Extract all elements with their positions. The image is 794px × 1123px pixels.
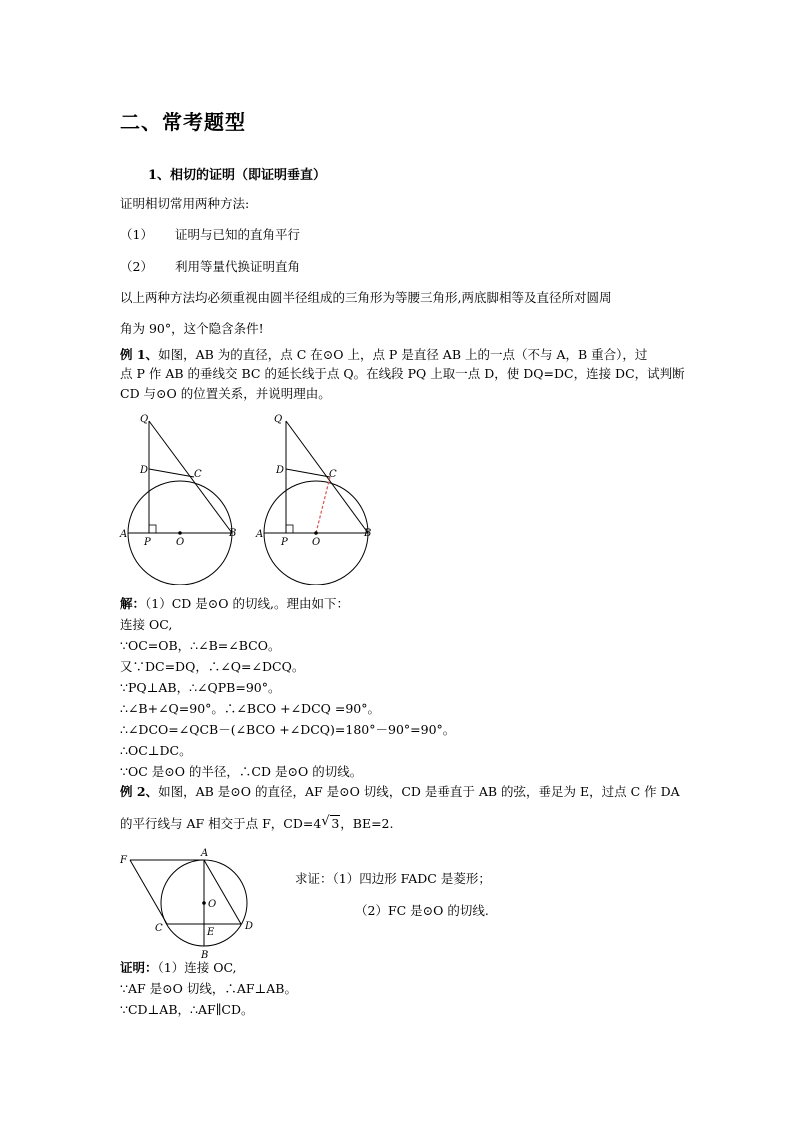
- proof-2-line-2: ∵CD⊥AB，∴AF∥CD。: [120, 1002, 254, 1017]
- figure-1-right: [252, 405, 392, 585]
- center-point: [202, 901, 206, 905]
- figure-2: [112, 845, 272, 963]
- method-2-number: （2）: [120, 259, 153, 274]
- label-b: B: [364, 528, 372, 539]
- solution-1-line-8: ∵OC 是⊙O 的半径，∴CD 是⊙O 的切线。: [120, 764, 363, 779]
- label-a: A: [256, 529, 264, 540]
- label-d: D: [245, 921, 254, 932]
- label-p: P: [144, 537, 151, 548]
- note-line-2: 角为 90°，这个隐含条件!: [120, 321, 264, 336]
- center-point: [314, 531, 318, 535]
- label-c: C: [155, 923, 163, 934]
- example-2-line-2-post: ，BE=2.: [340, 816, 394, 831]
- line-qb: [149, 421, 232, 533]
- example-2-text: 如图，AB 是⊙O 的直径，AF 是⊙O 切线，CD 是垂直于 AB 的弦，垂足为 E，过点 C 作 DA: [158, 784, 680, 799]
- line-qb: [286, 421, 368, 533]
- section-title: 二、常考题型: [120, 110, 246, 134]
- line-ad: [204, 860, 241, 924]
- solution-1-line-2: ∵OC=OB，∴∠B=∠BCO。: [120, 638, 281, 653]
- example-1-line-1: [120, 346, 647, 364]
- example-1-line-2: 点 P 作 AB 的垂线交 BC 的延长线于点 Q。在线段 PQ 上取一点 D，使 DQ=DC，连接 DC，试判断: [120, 366, 685, 381]
- right-angle-mark: [149, 525, 156, 533]
- example-2-line-1: [120, 783, 680, 801]
- proof-2-line-1: ∵AF 是⊙O 切线，∴AF⊥AB。: [120, 981, 297, 996]
- label-d: D: [276, 465, 285, 476]
- figure-1-left: [110, 405, 250, 585]
- right-angle-mark: [286, 525, 293, 533]
- label-f: F: [120, 855, 127, 866]
- note-line-1: 以上两种方法均必须重视由圆半径组成的三角形为等腰三角形,两底脚相等及直径所对圆周: [120, 290, 612, 305]
- line-fc: [130, 860, 167, 924]
- method-2-text: 利用等量代换证明直角: [174, 259, 300, 274]
- label-c: C: [194, 469, 202, 480]
- example-2-label: 例 2、: [120, 784, 159, 799]
- label-a: A: [120, 529, 128, 540]
- label-o: O: [312, 537, 321, 548]
- label-a: A: [201, 848, 209, 859]
- label-e: E: [207, 927, 215, 938]
- line-dc: [286, 469, 330, 477]
- method-1: [120, 226, 300, 244]
- solution-1-line-4: ∵PQ⊥AB，∴∠QPB=90°。: [120, 680, 281, 695]
- prove-statement-1: 求证：（1）四边形 FADC 是菱形；: [295, 871, 491, 886]
- label-o: O: [176, 537, 185, 548]
- solution-1-line-0: [120, 595, 349, 613]
- label-o: O: [208, 899, 217, 910]
- solution-1-line-3: 又∵DC=DQ，∴∠Q=∠DCQ。: [120, 659, 305, 674]
- subsection-title: 1、相切的证明（即证明垂直）: [148, 168, 327, 183]
- method-1-text: 证明与已知的直角平行: [174, 227, 300, 242]
- proof-2-text: （1）连接 OC,: [157, 960, 237, 975]
- label-b: B: [229, 528, 237, 539]
- example-2-line-2-pre: 的平行线与 AF 相交于点 F，CD=4: [120, 816, 322, 831]
- solution-1-text: （1）CD 是⊙O 的切线,。理由如下：: [145, 596, 349, 611]
- label-q: Q: [274, 414, 283, 425]
- method-2: [120, 258, 300, 276]
- label-c: C: [329, 469, 337, 480]
- proof-2-line-0: [120, 959, 237, 977]
- example-2-line-2: [120, 815, 393, 833]
- solution-1-label: 解：: [120, 596, 146, 611]
- proof-2-label: 证明：: [120, 960, 158, 975]
- sqrt-symbol: [321, 815, 340, 833]
- solution-1-line-5: ∴∠B+∠Q=90°。∴∠BCO +∠DCQ =90°。: [120, 701, 380, 716]
- label-q: Q: [140, 414, 149, 425]
- center-point: [178, 531, 182, 535]
- label-d: D: [140, 465, 149, 476]
- sqrt-radicand: 3: [331, 816, 340, 831]
- label-b: B: [201, 950, 209, 961]
- solution-1-line-7: ∴OC⊥DC。: [120, 743, 192, 758]
- prove-statement-2: （2）FC 是⊙O 的切线.: [355, 903, 489, 918]
- label-p: P: [281, 537, 288, 548]
- solution-1-line-1: 连接 OC,: [120, 617, 173, 632]
- method-1-number: （1）: [120, 227, 153, 242]
- example-1-text: 如图，AB 为的直径，点 C 在⊙O 上，点 P 是直径 AB 上的一点（不与 A，B 重合），过: [158, 347, 648, 362]
- example-1-line-3: CD 与⊙O 的位置关系，并说明理由。: [120, 386, 331, 401]
- example-1-label: 例 1、: [120, 347, 159, 362]
- intro-line: 证明相切常用两种方法:: [120, 196, 250, 211]
- dashed-line-oc: [316, 477, 330, 533]
- solution-1-line-6: ∴∠DCO=∠QCB－(∠BCO +∠DCQ)=180°－90°=90°。: [120, 722, 456, 737]
